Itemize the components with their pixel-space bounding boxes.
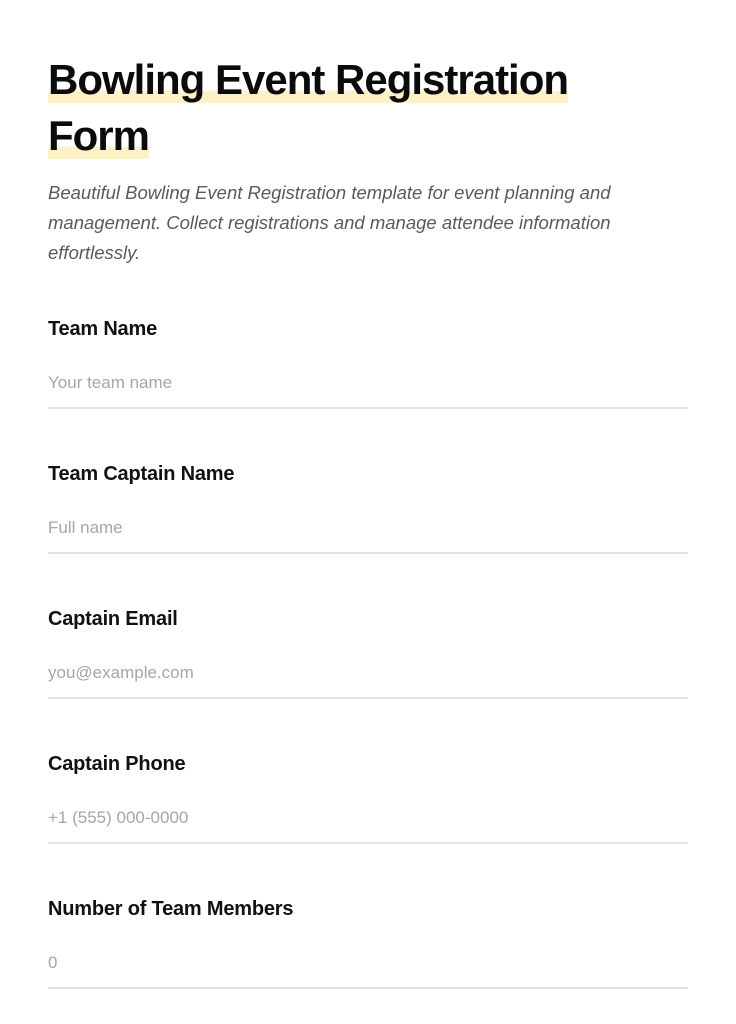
field-team-captain-name bbox=[48, 461, 688, 554]
title-line-2: Form bbox=[48, 112, 149, 159]
title-line-1: Bowling Event Registration bbox=[48, 56, 569, 103]
page-title bbox=[48, 52, 648, 164]
form-description: Beautiful Bowling Event Registration template for event planning and management. Collect registrations and manage attendee information effortlessly. bbox=[48, 182, 611, 263]
registration-form bbox=[48, 316, 688, 989]
team-captain-name-input[interactable] bbox=[48, 517, 688, 554]
field-team-name bbox=[48, 316, 688, 409]
captain-phone-input[interactable] bbox=[48, 807, 688, 844]
number-of-team-members-input[interactable] bbox=[48, 952, 688, 989]
team-name-input[interactable] bbox=[48, 372, 688, 409]
captain-phone-label: Captain Phone bbox=[48, 753, 186, 775]
captain-email-input[interactable] bbox=[48, 662, 688, 699]
captain-email-label: Captain Email bbox=[48, 608, 178, 630]
field-number-of-team-members bbox=[48, 896, 688, 989]
field-captain-phone bbox=[48, 751, 688, 844]
number-of-team-members-label: Number of Team Members bbox=[48, 898, 294, 920]
field-captain-email bbox=[48, 606, 688, 699]
team-captain-name-label: Team Captain Name bbox=[48, 463, 235, 485]
team-name-label: Team Name bbox=[48, 318, 157, 340]
